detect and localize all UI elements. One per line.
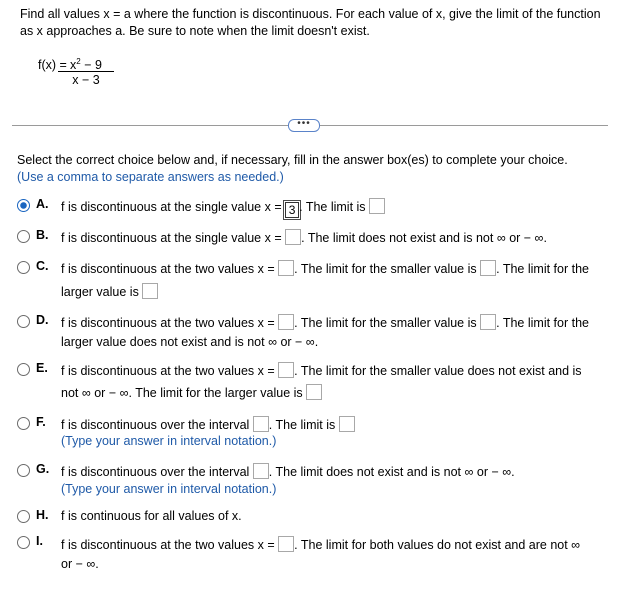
choice-d-text-1: f is discontinuous at the two values x =: [61, 316, 275, 330]
choice-e-letter: E.: [36, 361, 48, 375]
denominator: x − 3: [72, 73, 100, 87]
choice-f-text: [61, 416, 355, 432]
choice-c-larger-limit-input[interactable]: [142, 283, 158, 299]
choice-g-letter: G.: [36, 462, 50, 476]
choice-e-line-2: [61, 384, 322, 400]
more-options-button[interactable]: •••: [288, 119, 320, 132]
choice-b-letter: B.: [36, 228, 49, 242]
choice-b-x-input[interactable]: [285, 229, 301, 245]
choice-f-interval-input[interactable]: [253, 416, 269, 432]
choice-f-hint: (Type your answer in interval notation.): [61, 434, 277, 448]
choice-c-text-2: . The limit for the smaller value is: [294, 262, 477, 276]
choice-i-text-1: f is discontinuous at the two values x =: [61, 538, 275, 552]
choice-i-x-input[interactable]: [278, 536, 294, 552]
choice-c-line-2: [61, 283, 158, 299]
choice-d-text-3: . The limit for the: [496, 316, 589, 330]
choice-b-radio[interactable]: [17, 230, 30, 243]
choice-e-text-2: . The limit for the smaller value does not exist and is: [294, 364, 582, 378]
choice-b-text-1: f is discontinuous at the single value x =: [61, 231, 282, 245]
question-prompt: [20, 6, 601, 40]
prompt-line-2: as x approaches a. Be sure to note when the limit doesn't exist.: [20, 24, 370, 38]
choice-c-text-3: . The limit for the: [496, 262, 589, 276]
choice-g-text: [61, 463, 515, 479]
choice-b-text-2: . The limit does not exist and is not ∞ or − ∞.: [301, 231, 547, 245]
choice-i-text-2: . The limit for both values do not exist and are not ∞: [294, 538, 581, 552]
function-fraction: [58, 53, 114, 88]
choice-g-hint: (Type your answer in interval notation.): [61, 482, 277, 496]
choice-h-radio[interactable]: [17, 510, 30, 523]
choice-d-letter: D.: [36, 313, 49, 327]
choice-a-limit-input[interactable]: [369, 198, 385, 214]
choice-g-text-1: f is discontinuous over the interval: [61, 465, 250, 479]
choice-f-letter: F.: [36, 415, 46, 429]
choice-g-interval-input[interactable]: [253, 463, 269, 479]
choice-d-radio[interactable]: [17, 315, 30, 328]
choice-f-text-2: . The limit is: [268, 418, 336, 432]
choice-e-x-input[interactable]: [278, 362, 294, 378]
choice-d-text-2: . The limit for the smaller value is: [294, 316, 477, 330]
choice-c-text: [61, 260, 589, 276]
numerator: [58, 53, 114, 70]
instructions: [17, 152, 568, 186]
choice-i-radio[interactable]: [17, 536, 30, 549]
choice-h-letter: H.: [36, 508, 49, 522]
prompt-line-1: Find all values x = a where the function is discontinuous. For each value of x, give the limit of the function: [20, 7, 601, 21]
choice-d-text: [61, 314, 589, 330]
choice-c-letter: C.: [36, 259, 49, 273]
choice-c-x-input[interactable]: [278, 260, 294, 276]
choice-f-radio[interactable]: [17, 417, 30, 430]
choice-g-radio[interactable]: [17, 464, 30, 477]
choice-h-text: f is continuous for all values of x.: [61, 509, 242, 523]
choice-f-text-1: f is discontinuous over the interval: [61, 418, 250, 432]
instructions-line-1: Select the correct choice below and, if necessary, fill in the answer box(es) to complete your choice.: [17, 153, 568, 167]
choice-d-x-input[interactable]: [278, 314, 294, 330]
choice-a-text-1: f is discontinuous at the single value x =: [61, 200, 282, 214]
numerator-rest: − 9: [80, 58, 102, 72]
choice-a-text: [61, 198, 385, 218]
choice-a-text-2: . The limit is: [299, 200, 366, 214]
instructions-line-2: (Use a comma to separate answers as needed.): [17, 170, 284, 184]
choice-a-x-input[interactable]: 3: [285, 202, 299, 218]
choice-g-text-2: . The limit does not exist and is not ∞ or − ∞.: [268, 465, 515, 479]
choice-c-radio[interactable]: [17, 261, 30, 274]
choice-e-line-2-text: not ∞ or − ∞. The limit for the larger value is: [61, 386, 303, 400]
choice-i-text: [61, 536, 580, 552]
choice-e-text-1: f is discontinuous at the two values x =: [61, 364, 275, 378]
choice-c-smaller-limit-input[interactable]: [480, 260, 496, 276]
numerator-exponent: 2: [76, 57, 81, 66]
choice-e-larger-limit-input[interactable]: [306, 384, 322, 400]
choice-d-smaller-limit-input[interactable]: [480, 314, 496, 330]
choice-a-letter: A.: [36, 197, 49, 211]
choice-e-radio[interactable]: [17, 363, 30, 376]
choice-d-line-2: larger value does not exist and is not ∞ or − ∞.: [61, 335, 319, 349]
choice-f-limit-input[interactable]: [339, 416, 355, 432]
choice-c-text-1: f is discontinuous at the two values x =: [61, 262, 275, 276]
numerator-base: x: [70, 58, 77, 72]
choice-i-letter: I.: [36, 534, 43, 548]
choice-b-text: [61, 229, 547, 245]
choice-i-line-2: or − ∞.: [61, 557, 99, 571]
choice-a-radio[interactable]: [17, 199, 30, 212]
choice-e-text: [61, 362, 582, 378]
function-label: f(x) =: [38, 58, 67, 72]
choice-c-line-2-text: larger value is: [61, 285, 139, 299]
